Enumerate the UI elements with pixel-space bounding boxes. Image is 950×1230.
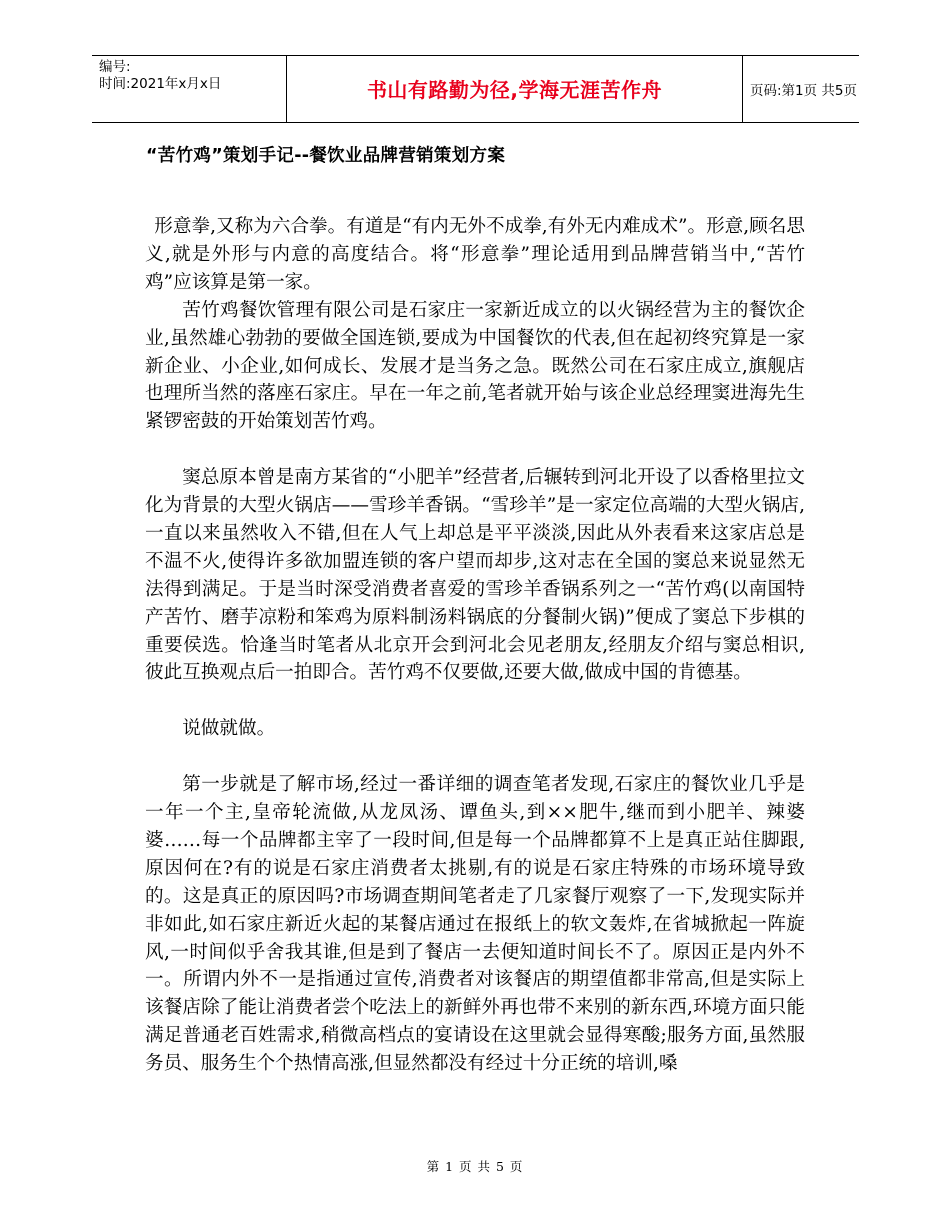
document-number-label: 编号: xyxy=(99,59,131,75)
paragraph-spacer xyxy=(145,687,805,715)
page-footer: 第 1 页 共 5 页 xyxy=(426,1159,524,1174)
document-time-label: 时间:2021年x月x日 xyxy=(99,76,222,92)
paragraph-spacer xyxy=(145,743,805,771)
paragraph: 苦竹鸡餐饮管理有限公司是石家庄一家新近成立的以火锅经营为主的餐饮企业,虽然雄心勃勃的要做全国连锁,要成为中国餐饮的代表,但在起初终究算是一家新企业、小企业,如何成长、发展才是当务之急。既然公司在石家庄成立,旗舰店也理所当然的落座石家庄。早在一年之前,笔者就开始与该企业总经理窦进海先生紧锣密鼓的开始策划苦竹鸡。 xyxy=(145,299,805,433)
document-title: “苦竹鸡”策划手记--餐饮业品牌营销策划方案 xyxy=(146,146,506,166)
paragraph-spacer xyxy=(145,436,805,464)
page-header xyxy=(92,55,859,123)
header-page-info: 页码:第1页 共5页 xyxy=(750,83,858,99)
paragraph: 第一步就是了解市场,经过一番详细的调查笔者发现,石家庄的餐饮业几乎是一年一个主,皇帝轮流做,从龙凤汤、谭鱼头,到××肥牛,继而到小肥羊、辣婆婆……每一个品牌都主宰了一段时间,但是每一个品牌都算不上是真正站住脚跟,原因何在?有的说是石家庄消费者太挑剔,有的说是石家庄特殊的市场环境导致的。这是真正的原因吗?市场调查期间笔者走了几家餐厅观察了一下,发现实际并非如此,如石家庄新近火起的某餐店通过在报纸上的软文轰炸,在省城掀起一阵旋风,一时间似乎舍我其谁,但是到了餐店一去便知道时间长不了。原因正是内外不一。所谓内外不一是指通过宣传,消费者对该餐店的期望值都非常高,但是实际上该餐店除了能让消费者尝个吃法上的新鲜外再也带不来别的新东西,环境方面只能满足普通老百姓需求,稍微高档点的宴请设在这里就会显得寒酸;服务方面,虽然服务员、服务生个个热情高涨,但显然都没有经过十分正统的培训,嗓 xyxy=(145,774,805,1075)
paragraph: 形意拳,又称为六合拳。有道是“有内无外不成拳,有外无内难成术”。形意,顾名思义,就是外形与内意的高度结合。将“形意拳”理论适用到品牌营销当中,“苦竹鸡”应该算是第一家。 xyxy=(145,216,805,293)
paragraph: 说做就做。 xyxy=(182,718,276,740)
document-body xyxy=(145,213,805,1078)
header-motto: 书山有路勤为径,学海无涯苦作舟 xyxy=(286,56,743,122)
header-meta xyxy=(92,56,286,122)
paragraph: 窦总原本曾是南方某省的“小肥羊”经营者,后辗转到河北开设了以香格里拉文化为背景的大型火锅店——雪珍羊香锅。“雪珍羊”是一家定位高端的大型火锅店,一直以来虽然收入不错,但在人气上却总是平平淡淡,因此从外表看来这家店总是不温不火,使得许多欲加盟连锁的客户望而却步,这对志在全国的窦总来说显然无法得到满足。于是当时深受消费者喜爱的雪珍羊香锅系列之一“苦竹鸡(以南国特产苦竹、磨芋凉粉和笨鸡为原料制汤料锅底的分餐制火锅)”便成了窦总下步棋的重要侯选。恰逢当时笔者从北京开会到河北会见老朋友,经朋友介绍与窦总相识,彼此互换观点后一拍即合。苦竹鸡不仅要做,还要大做,做成中国的肯德基。 xyxy=(145,467,805,684)
